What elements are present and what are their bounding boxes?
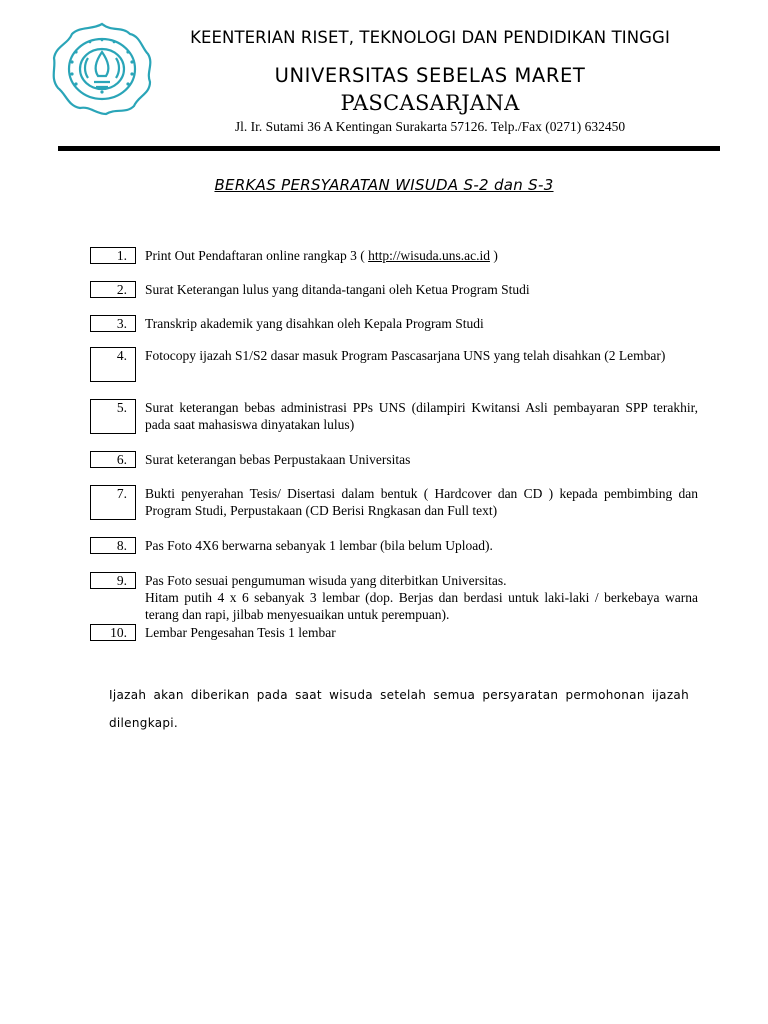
school-name: PASCASARJANA bbox=[340, 91, 520, 115]
document-title: BERKAS PERSYARATAN WISUDA S-2 dan S-3 bbox=[214, 176, 554, 194]
item-text: Fotocopy ijazah S1/S2 dasar masuk Program Pascasarjana UNS yang telah disahkan (2 Lembar) bbox=[145, 348, 666, 363]
item-text: Pas Foto 4X6 berwarna sebanyak 1 lembar (bila belum Upload). bbox=[145, 538, 493, 553]
item-text: Pas Foto sesuai pengumuman wisuda yang diterbitkan Universitas. Hitam putih 4 x 6 sebanyak 3 lembar (dop. Berjas dan berdasi untuk laki-laki / berkebaya warna terang dan rapi, jilbab menyesuaikan untuk perempuan). bbox=[145, 573, 698, 622]
header-divider bbox=[58, 146, 720, 151]
item-number-box: 2. bbox=[90, 281, 136, 298]
item-number-box: 4. bbox=[90, 347, 136, 382]
item-number-box: 3. bbox=[90, 315, 136, 332]
item-text: Surat keterangan bebas administrasi PPs UNS (dilampiri Kwitansi Asli pembayaran SPP terakhir, pada saat mahasiswa dinyatakan lulus) bbox=[145, 400, 698, 432]
address-line: Jl. Ir. Sutami 36 A Kentingan Surakarta 57126. Telp./Fax (0271) 632450 bbox=[234, 119, 626, 134]
item-number-box: 7. bbox=[90, 485, 136, 520]
item-text: Surat keterangan bebas Perpustakaan Universitas bbox=[145, 452, 411, 467]
item-number-box: 5. bbox=[90, 399, 136, 434]
item-text: Lembar Pengesahan Tesis 1 lembar bbox=[145, 625, 336, 640]
ministry-name: KEENTERIAN RISET, TEKNOLOGI DAN PENDIDIKAN TINGGI bbox=[190, 28, 670, 47]
item-text: Print Out Pendaftaran online rangkap 3 ( http://wisuda.uns.ac.id ) bbox=[145, 248, 498, 263]
item-number-box: 1. bbox=[90, 247, 136, 264]
item-text: Surat Keterangan lulus yang ditanda-tangani oleh Ketua Program Studi bbox=[145, 282, 530, 297]
university-seal-logo bbox=[50, 22, 154, 116]
item-number-box: 10. bbox=[90, 624, 136, 641]
university-name: UNIVERSITAS SEBELAS MARET bbox=[274, 64, 586, 87]
wisuda-link[interactable]: http://wisuda.uns.ac.id bbox=[368, 248, 490, 263]
item-number-box: 9. bbox=[90, 572, 136, 589]
item-number-box: 6. bbox=[90, 451, 136, 468]
item-text: Transkrip akademik yang disahkan oleh Kepala Program Studi bbox=[145, 316, 484, 331]
item-number-box: 8. bbox=[90, 537, 136, 554]
item-text: Bukti penyerahan Tesis/ Disertasi dalam bentuk ( Hardcover dan CD ) kepada pembimbing dan Program Studi, Perpustakaan (CD Berisi Rngkasan dan Full text) bbox=[145, 486, 698, 518]
closing-note: Ijazah akan diberikan pada saat wisuda setelah semua persyaratan permohonan ijazah dilengkapi. bbox=[109, 688, 689, 730]
